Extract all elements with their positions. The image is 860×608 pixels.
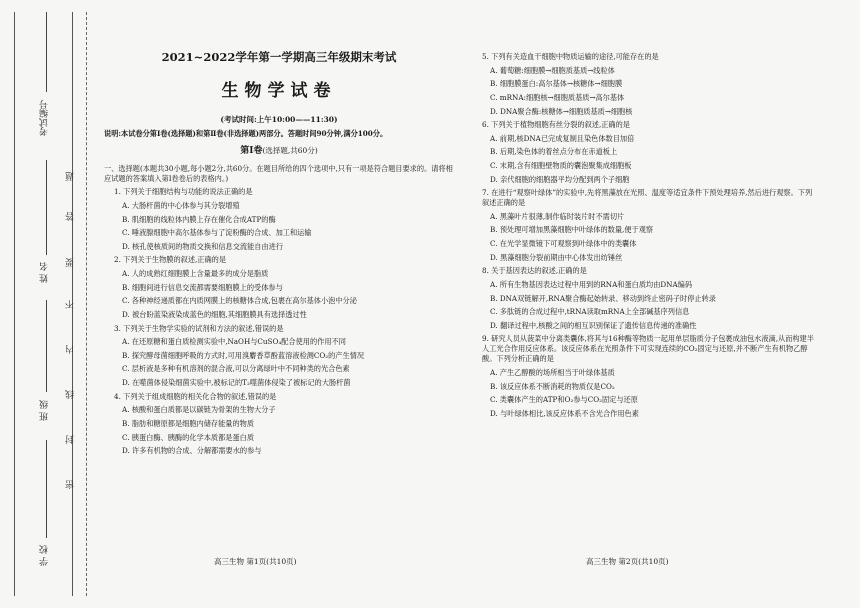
seal-char: 内: [66, 345, 76, 354]
seal-char: 线: [66, 390, 76, 399]
question-stem: 4. 下列关于组成细胞的相关化合物的叙述,错误的是: [114, 391, 277, 401]
seal-char: 封: [66, 435, 76, 444]
question-6: [472, 120, 817, 184]
option: A. 核酸和蛋白质都是以碳链为骨架的生物大分子: [122, 405, 276, 415]
question-stem: 6. 下列关于植物细胞有丝分裂的叙述,正确的是: [482, 120, 630, 130]
exam-number-label: 考试编号: [40, 100, 50, 136]
name-line: [46, 160, 47, 255]
question-5: [472, 52, 817, 116]
question-stem: 5. 下列有关造血干细胞中物质运输的途径,可能存在的是: [482, 52, 659, 61]
option: D. 许多有机物的合成、分解都需要水的参与: [122, 446, 262, 456]
option: B. 预处理可增加黑藻细胞中叶绿体的数量,便于观察: [490, 225, 654, 235]
class-label: 班 级: [40, 400, 50, 421]
option: D. 被台盼蓝染液染成蓝色的细胞,其细胞膜具有选择透过性: [122, 309, 307, 319]
question-8: [472, 266, 817, 330]
option: A. 在还原糖和蛋白质检测实验中,NaOH与CuSO₄配合使用的作用不同: [122, 337, 346, 347]
option: C. 层析液是多种有机溶剂的混合液,可以分离绿叶中不同种类的光合色素: [122, 364, 350, 374]
option: D. DNA聚合酶:核糖体→细胞质基质→细胞核: [490, 106, 633, 116]
option: A. 前期,核DNA已完成复制且染色体数目加倍: [490, 133, 635, 143]
right-column: [472, 52, 817, 422]
option: B. 细胞间进行信息交流都需要细胞膜上的受体参与: [122, 282, 283, 292]
page-footer-right: 高三生物 第2页(共10页): [586, 557, 669, 566]
option: B. 脂肪和糖原都是细胞内储存能量的物质: [122, 418, 255, 428]
question-2: [104, 255, 454, 319]
binding-margin: [0, 0, 100, 608]
option: D. 翻译过程中,核酸之间的相互识别保证了遗传信息传递的准确性: [490, 320, 697, 330]
question-9: [472, 334, 817, 418]
margin-rule-outer: [14, 12, 15, 596]
question-3: [104, 324, 454, 388]
seal-char: 题: [66, 172, 76, 181]
option: B. 探究酵母菌细胞呼吸的方式时,可用溴麝香草酚蓝溶液检测CO₂的产生情况: [122, 350, 365, 360]
class-line: [46, 300, 47, 392]
option: C. 胰蛋白酶、胰酶的化学本质都是蛋白质: [122, 432, 255, 442]
school-line: [46, 440, 47, 538]
seal-char: 要: [66, 258, 76, 267]
name-label: 姓 名: [40, 262, 50, 283]
seal-char: 密: [66, 480, 76, 489]
seal-line: [86, 12, 87, 596]
question-1: [104, 187, 454, 251]
part1-subtitle: (选择题,共60分): [262, 146, 318, 156]
part1-title: 第Ⅰ卷(选择题,共60分): [240, 146, 318, 157]
option: B. 肌细胞的线粒体内膜上存在催化合成ATP的酶: [122, 214, 276, 224]
option: A. 所有生物基因表达过程中用到的RNA和蛋白质均由DNA编码: [490, 279, 693, 289]
seal-char: 不: [66, 300, 76, 309]
school-label: 学 校: [40, 545, 50, 566]
option: C. 各种神经递质都在内质网膜上的核糖体合成,包裹在高尔基体小泡中分泌: [122, 296, 357, 306]
question-stem: 2. 下列关于生物膜的叙述,正确的是: [114, 255, 227, 265]
option: B. 该反应体系不断消耗的物质仅是CO₂: [490, 381, 615, 391]
section-instructions: 一、选择题(本题共30小题,每小题2分,共60分。在题目所给的四个选项中,只有一项是符合题目要求的。请将相应试题的答案填入第Ⅰ卷卷后的表格内。): [104, 163, 453, 183]
option: C. 在光学显微镜下可观察到叶绿体中的类囊体: [490, 239, 637, 249]
left-column: [104, 40, 454, 460]
question-4: [104, 392, 454, 456]
option: B. 后期,染色体的着丝点分布在赤道板上: [490, 147, 618, 157]
exam-number-line: [46, 12, 47, 92]
exam-time: (考试时间:上午10:00——11:30): [220, 115, 338, 125]
option: A. 人的成熟红细胞膜上含量最多的成分是脂质: [122, 269, 269, 278]
option: D. 与叶绿体相比,该反应体系不含光合作用色素: [490, 408, 639, 418]
question-stem: 8. 关于基因表达的叙述,正确的是: [482, 266, 587, 276]
option: C. 类囊体产生的ATP和O₂参与CO₂固定与还原: [490, 395, 638, 405]
exam-title: 2021~2022学年第一学期高三年级期末考试: [161, 50, 397, 64]
question-stem: 9. 研究人员从菠菜中分离类囊体,将其与16种酶等物质一起用单层脂质分子包裹成油包水液滴,从而构建半人工光合作用反应体系。该反应体系在光照条件下可实现连续的CO₂固定与还原,并不断产生有机物乙醇酸。下列分析正确的是: [482, 334, 814, 364]
option: C. 多肽链的合成过程中,tRNA读取mRNA上全部碱基序列信息: [490, 307, 690, 317]
option: C. 唾液腺细胞中高尔基体参与了淀粉酶的合成、加工和运输: [122, 228, 312, 238]
question-stem: 1. 下列关于细胞结构与功能的说法正确的是: [114, 187, 253, 197]
option: A. 葡萄糖:细胞膜→细胞质基质→线粒体: [490, 65, 615, 75]
question-7: [472, 188, 817, 262]
option: B. DNA双链解开,RNA聚合酶起始转录、移动到终止密码子时停止转录: [490, 293, 716, 303]
option: D. 亲代细胞的细胞器平均分配到两个子细胞: [490, 174, 630, 184]
option: C. mRNA:细胞核→细胞质基质→高尔基体: [490, 92, 625, 102]
question-stem: 3. 下列关于生物学实验的试剂和方法的叙述,错误的是: [114, 323, 284, 333]
option: A. 大肠杆菌的中心体参与其分裂增殖: [122, 200, 240, 210]
option: D. 在噬菌体侵染细菌实验中,被标记的T₂噬菌体侵染了被标记的大肠杆菌: [122, 378, 351, 387]
question-stem: 7. 在进行“观察叶绿体”的实验中,先将黑藻放在光照、温度等适宜条件下预处理培养,然后进行观察。下列叙述正确的是: [482, 188, 813, 208]
exam-note: 说明:本试卷分第Ⅰ卷(选择题)和第Ⅱ卷(非选择题)两部分。答题时间90分钟,满分100分。: [104, 129, 388, 139]
seal-char: 答: [66, 212, 76, 221]
option: B. 细胞膜蛋白:高尔基体→核糖体→细胞膜: [490, 79, 623, 89]
option: A. 产生乙醇酸的场所相当于叶绿体基质: [490, 367, 615, 377]
option: D. 核孔使核质间的物质交换和信息交流能自由进行: [122, 241, 284, 251]
option: D. 黑藻细胞分裂前期由中心体发出纺锤丝: [490, 252, 623, 262]
page-footer-left: 高三生物 第1页(共10页): [214, 557, 297, 566]
paper-title: 生物学试卷: [221, 80, 337, 101]
option: A. 黑藻叶片很薄,制作临时装片时不需切片: [490, 211, 625, 221]
option: C. 末期,含有细胞壁物质的囊泡聚集成细胞板: [490, 161, 632, 170]
